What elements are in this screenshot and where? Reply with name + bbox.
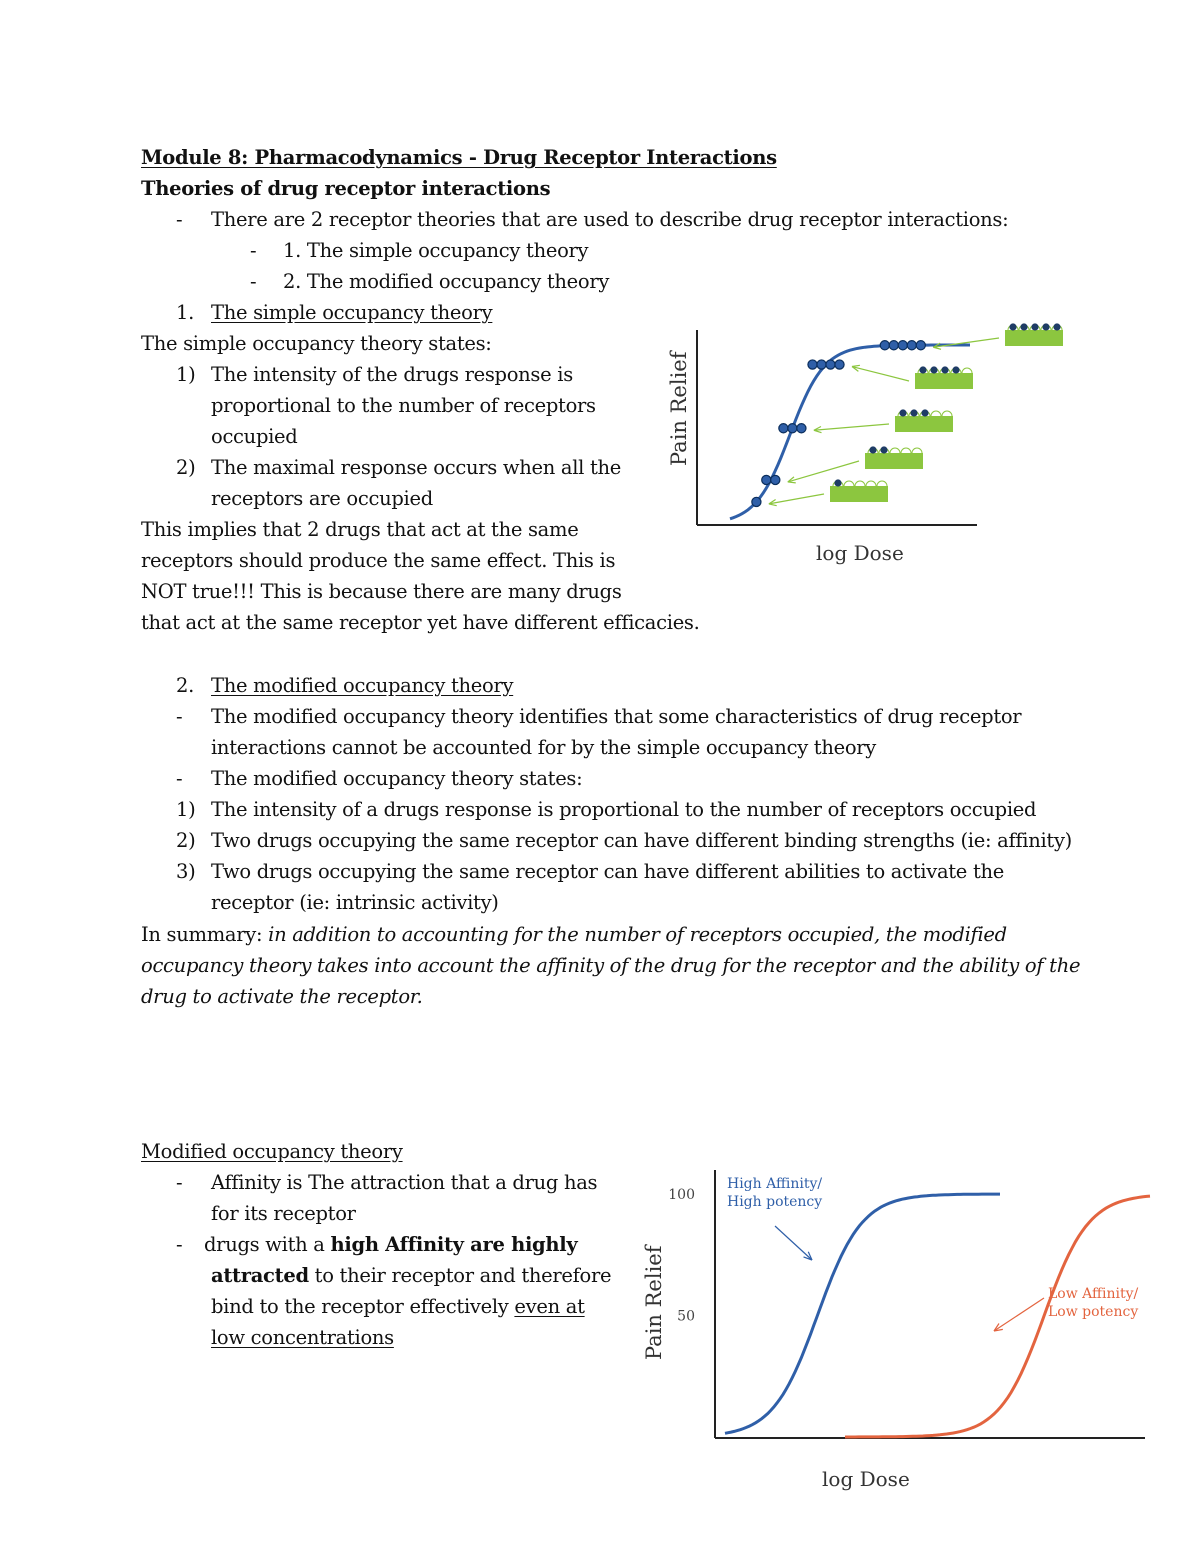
receptor-site bbox=[890, 448, 900, 453]
intro-bullet: There are 2 receptor theories that are used to describe drug receptor interactions: bbox=[211, 208, 1009, 231]
series-label: High potency bbox=[727, 1194, 823, 1210]
summary-label: In summary: bbox=[141, 923, 269, 946]
summary-line bbox=[141, 923, 1007, 947]
simple-point-text: receptors are occupied bbox=[211, 487, 433, 510]
bound-drug bbox=[869, 446, 876, 453]
simple-point-text: The maximal response occurs when all the bbox=[211, 456, 622, 479]
modified-bullet-text: interactions cannot be accounted for by the simple occupancy theory bbox=[211, 736, 877, 759]
bound-drug bbox=[910, 409, 917, 416]
list-number: 1) bbox=[176, 363, 196, 386]
arrow-line bbox=[994, 1298, 1044, 1331]
summary-text: in addition to accounting for the number of receptors occupied, the modified bbox=[268, 923, 1007, 946]
affinity-text: bind to the receptor effectively bbox=[211, 1295, 515, 1318]
modified-heading: The modified occupancy theory bbox=[211, 674, 514, 697]
arrow-line bbox=[814, 424, 889, 430]
list-number: 1. bbox=[176, 301, 195, 324]
arrow-line bbox=[852, 367, 909, 381]
y-axis-label: Pain Relief bbox=[642, 1245, 666, 1360]
dose-response-curve bbox=[725, 1194, 1000, 1433]
list-number: 1) bbox=[176, 798, 196, 821]
series-label: Low Affinity/ bbox=[1048, 1286, 1139, 1302]
drug-molecule bbox=[907, 341, 916, 350]
implication-text: This implies that 2 drugs that act at the same bbox=[141, 518, 579, 541]
receptor-block bbox=[895, 416, 953, 432]
receptor-site bbox=[855, 481, 865, 486]
affinity-chart bbox=[630, 1160, 1160, 1500]
receptor-site bbox=[931, 411, 941, 416]
affinity-bullet-line bbox=[211, 1295, 585, 1319]
y-tick-label: 50 bbox=[677, 1308, 695, 1325]
bound-drug bbox=[834, 479, 841, 486]
receptor-site bbox=[942, 411, 952, 416]
arrow-line bbox=[788, 461, 859, 482]
receptor-site bbox=[877, 481, 887, 486]
drug-molecule bbox=[771, 475, 780, 484]
drug-molecule bbox=[826, 360, 835, 369]
drug-molecule bbox=[916, 341, 925, 350]
bound-drug bbox=[1042, 323, 1049, 330]
modified-bullet-text: The modified occupancy theory states: bbox=[211, 767, 583, 790]
list-number: 2) bbox=[176, 456, 196, 479]
drug-molecule bbox=[779, 424, 788, 433]
list-number: 2. bbox=[176, 674, 195, 697]
implication-text: receptors should produce the same effect. This is bbox=[141, 549, 616, 572]
drug-molecule bbox=[889, 341, 898, 350]
affinity-bullet-text: Affinity is The attraction that a drug has bbox=[211, 1171, 598, 1194]
bound-drug bbox=[1020, 323, 1027, 330]
affinity-bullet-line bbox=[211, 1264, 611, 1288]
receptor-site bbox=[901, 448, 911, 453]
bullet-dash: - bbox=[250, 270, 257, 293]
simple-heading: The simple occupancy theory bbox=[211, 301, 493, 324]
affinity-heading: Modified occupancy theory bbox=[141, 1140, 403, 1163]
receptor-site bbox=[844, 481, 854, 486]
bound-drug bbox=[930, 366, 937, 373]
x-axis-label: log Dose bbox=[816, 541, 904, 565]
affinity-text: drugs with a bbox=[204, 1233, 331, 1256]
affinity-underlined-text: even at bbox=[514, 1295, 585, 1318]
occupancy-chart bbox=[640, 300, 1080, 580]
modified-point-text: receptor (ie: intrinsic activity) bbox=[211, 891, 499, 914]
drug-molecule bbox=[808, 360, 817, 369]
list-number: 3) bbox=[176, 860, 196, 883]
implication-text: that act at the same receptor yet have different efficacies. bbox=[141, 611, 700, 634]
modified-point-text: Two drugs occupying the same receptor can have different binding strengths (ie: affinity) bbox=[211, 829, 1072, 852]
series-label: Low potency bbox=[1048, 1304, 1139, 1320]
affinity-bullet-line bbox=[204, 1233, 577, 1257]
bullet-dash: - bbox=[176, 1171, 183, 1194]
series-label: High Affinity/ bbox=[727, 1176, 823, 1192]
modified-point-text: The intensity of a drugs response is proportional to the number of receptors occupied bbox=[211, 798, 1037, 821]
bound-drug bbox=[1009, 323, 1016, 330]
drug-molecule bbox=[898, 341, 907, 350]
drug-molecule bbox=[797, 424, 806, 433]
y-axis-label: Pain Relief bbox=[667, 351, 691, 466]
bound-drug bbox=[941, 366, 948, 373]
affinity-bold-text: attracted bbox=[211, 1264, 309, 1287]
arrow-head bbox=[994, 1324, 1003, 1331]
receptor-block bbox=[865, 453, 923, 469]
drug-molecule bbox=[762, 475, 771, 484]
summary-text: occupancy theory takes into account the affinity of the drug for the receptor and the ability of the bbox=[141, 954, 1081, 977]
modified-point-text: Two drugs occupying the same receptor can have different abilities to activate the bbox=[211, 860, 1004, 883]
receptor-block bbox=[915, 373, 973, 389]
y-tick-label: 100 bbox=[668, 1187, 695, 1203]
receptor-site bbox=[912, 448, 922, 453]
intro-sub-item: 2. The modified occupancy theory bbox=[283, 270, 610, 293]
bound-drug bbox=[1031, 323, 1038, 330]
affinity-bold-text: high Affinity are highly bbox=[330, 1233, 578, 1256]
bullet-dash: - bbox=[176, 208, 183, 231]
module-title: Module 8: Pharmacodynamics - Drug Receptor Interactions bbox=[141, 146, 777, 169]
arrow-line bbox=[769, 494, 824, 504]
bound-drug bbox=[952, 366, 959, 373]
bound-drug bbox=[919, 366, 926, 373]
section-heading: Theories of drug receptor interactions bbox=[141, 177, 551, 200]
affinity-underlined-text: low concentrations bbox=[211, 1326, 394, 1349]
drug-molecule bbox=[788, 424, 797, 433]
bullet-dash: - bbox=[176, 767, 183, 790]
intro-sub-item: 1. The simple occupancy theory bbox=[283, 239, 589, 262]
modified-bullet-text: The modified occupancy theory identifies that some characteristics of drug receptor bbox=[211, 705, 1022, 728]
affinity-text: to their receptor and therefore bbox=[308, 1264, 612, 1287]
simple-point-text: occupied bbox=[211, 425, 298, 448]
bound-drug bbox=[921, 409, 928, 416]
drug-molecule bbox=[880, 341, 889, 350]
receptor-site bbox=[962, 368, 972, 373]
drug-molecule bbox=[752, 497, 761, 506]
drug-molecule bbox=[817, 360, 826, 369]
receptor-block bbox=[1005, 330, 1063, 346]
list-number: 2) bbox=[176, 829, 196, 852]
bound-drug bbox=[880, 446, 887, 453]
x-axis-label: log Dose bbox=[822, 1467, 910, 1491]
implication-text: NOT true!!! This is because there are many drugs bbox=[141, 580, 622, 603]
affinity-bullet-text: for its receptor bbox=[211, 1202, 356, 1225]
bound-drug bbox=[1053, 323, 1060, 330]
simple-point-text: The intensity of the drugs response is bbox=[211, 363, 573, 386]
receptor-site bbox=[866, 481, 876, 486]
simple-point-text: proportional to the number of receptors bbox=[211, 394, 596, 417]
bound-drug bbox=[899, 409, 906, 416]
simple-states: The simple occupancy theory states: bbox=[141, 332, 492, 355]
bullet-dash: - bbox=[176, 705, 183, 728]
bullet-dash: - bbox=[250, 239, 257, 262]
summary-text: drug to activate the receptor. bbox=[141, 985, 423, 1008]
drug-molecule bbox=[835, 360, 844, 369]
arrow-line bbox=[775, 1226, 812, 1260]
receptor-block bbox=[830, 486, 888, 502]
bullet-dash: - bbox=[176, 1233, 183, 1256]
